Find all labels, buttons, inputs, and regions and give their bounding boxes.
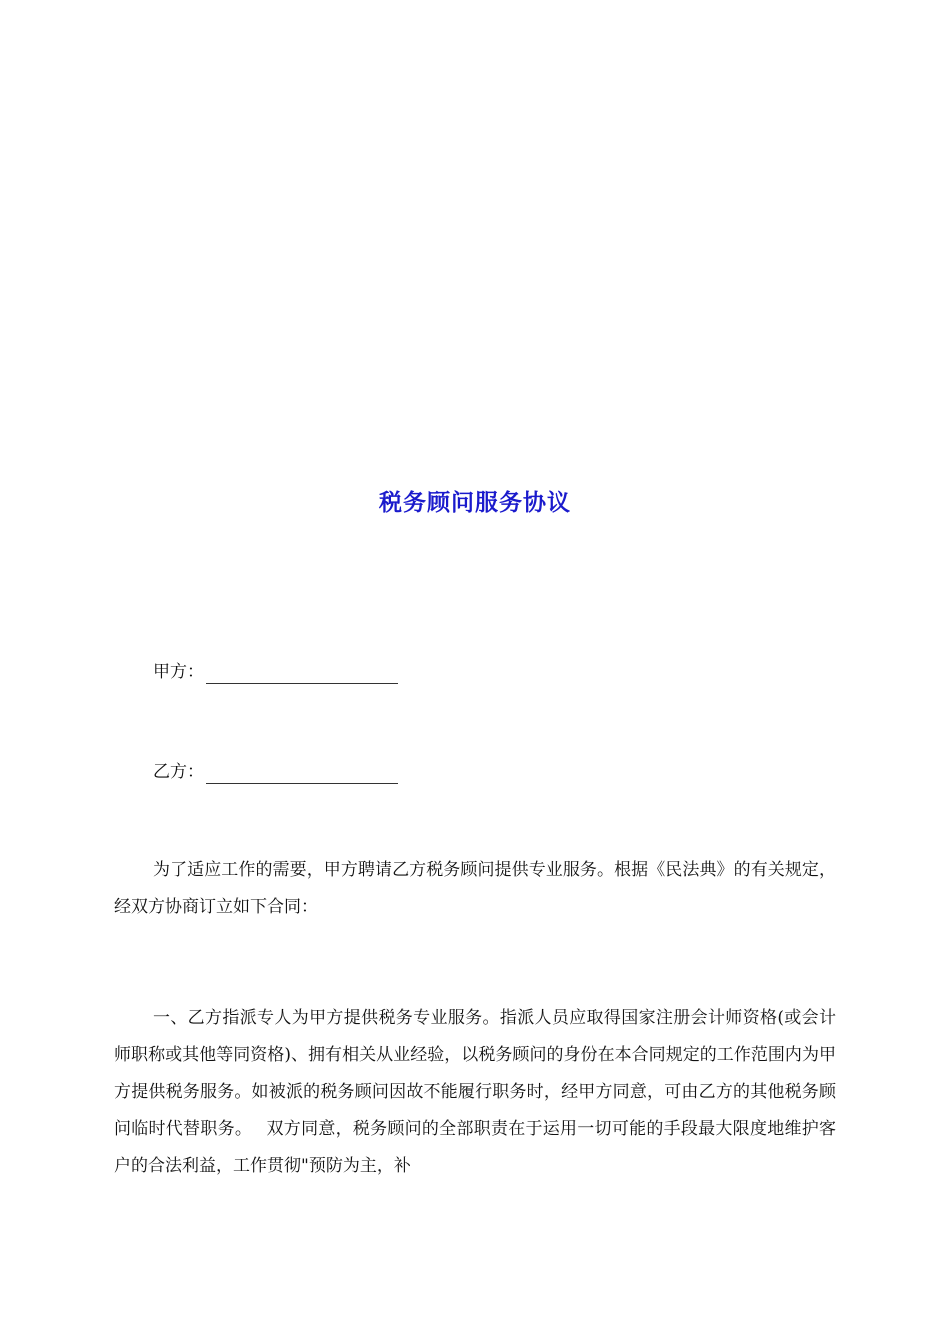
intro-paragraph: 为了适应工作的需要，甲方聘请乙方税务顾问提供专业服务。根据《民法典》的有关规定，经双方协商订立如下合同： (114, 860, 836, 917)
clause-1-paragraph: 一、乙方指派专人为甲方提供税务专业服务。指派人员应取得国家注册会计师资格(或会计师职称或其他等同资格)、拥有相关从业经验，以税务顾问的身份在本合同规定的工作范围内为甲方提供税务服务。如被派的税务顾问因故不能履行职务时，经甲方同意，可由乙方的其他税务顾问临时代替职务。 双方同意，税务顾问的全部职责在于运用一切可能的手段最大限度地维护客户的合法利益，工作贯彻"预防为主，补 (114, 1008, 836, 1176)
party-b-label: 乙方： (153, 762, 204, 782)
party-b-blank (206, 763, 398, 784)
party-a-blank (206, 663, 398, 684)
document-title: 税务顾问服务协议 (379, 489, 571, 516)
party-b-line (153, 760, 398, 784)
party-a-label: 甲方： (153, 662, 204, 682)
party-a-line (153, 660, 398, 684)
